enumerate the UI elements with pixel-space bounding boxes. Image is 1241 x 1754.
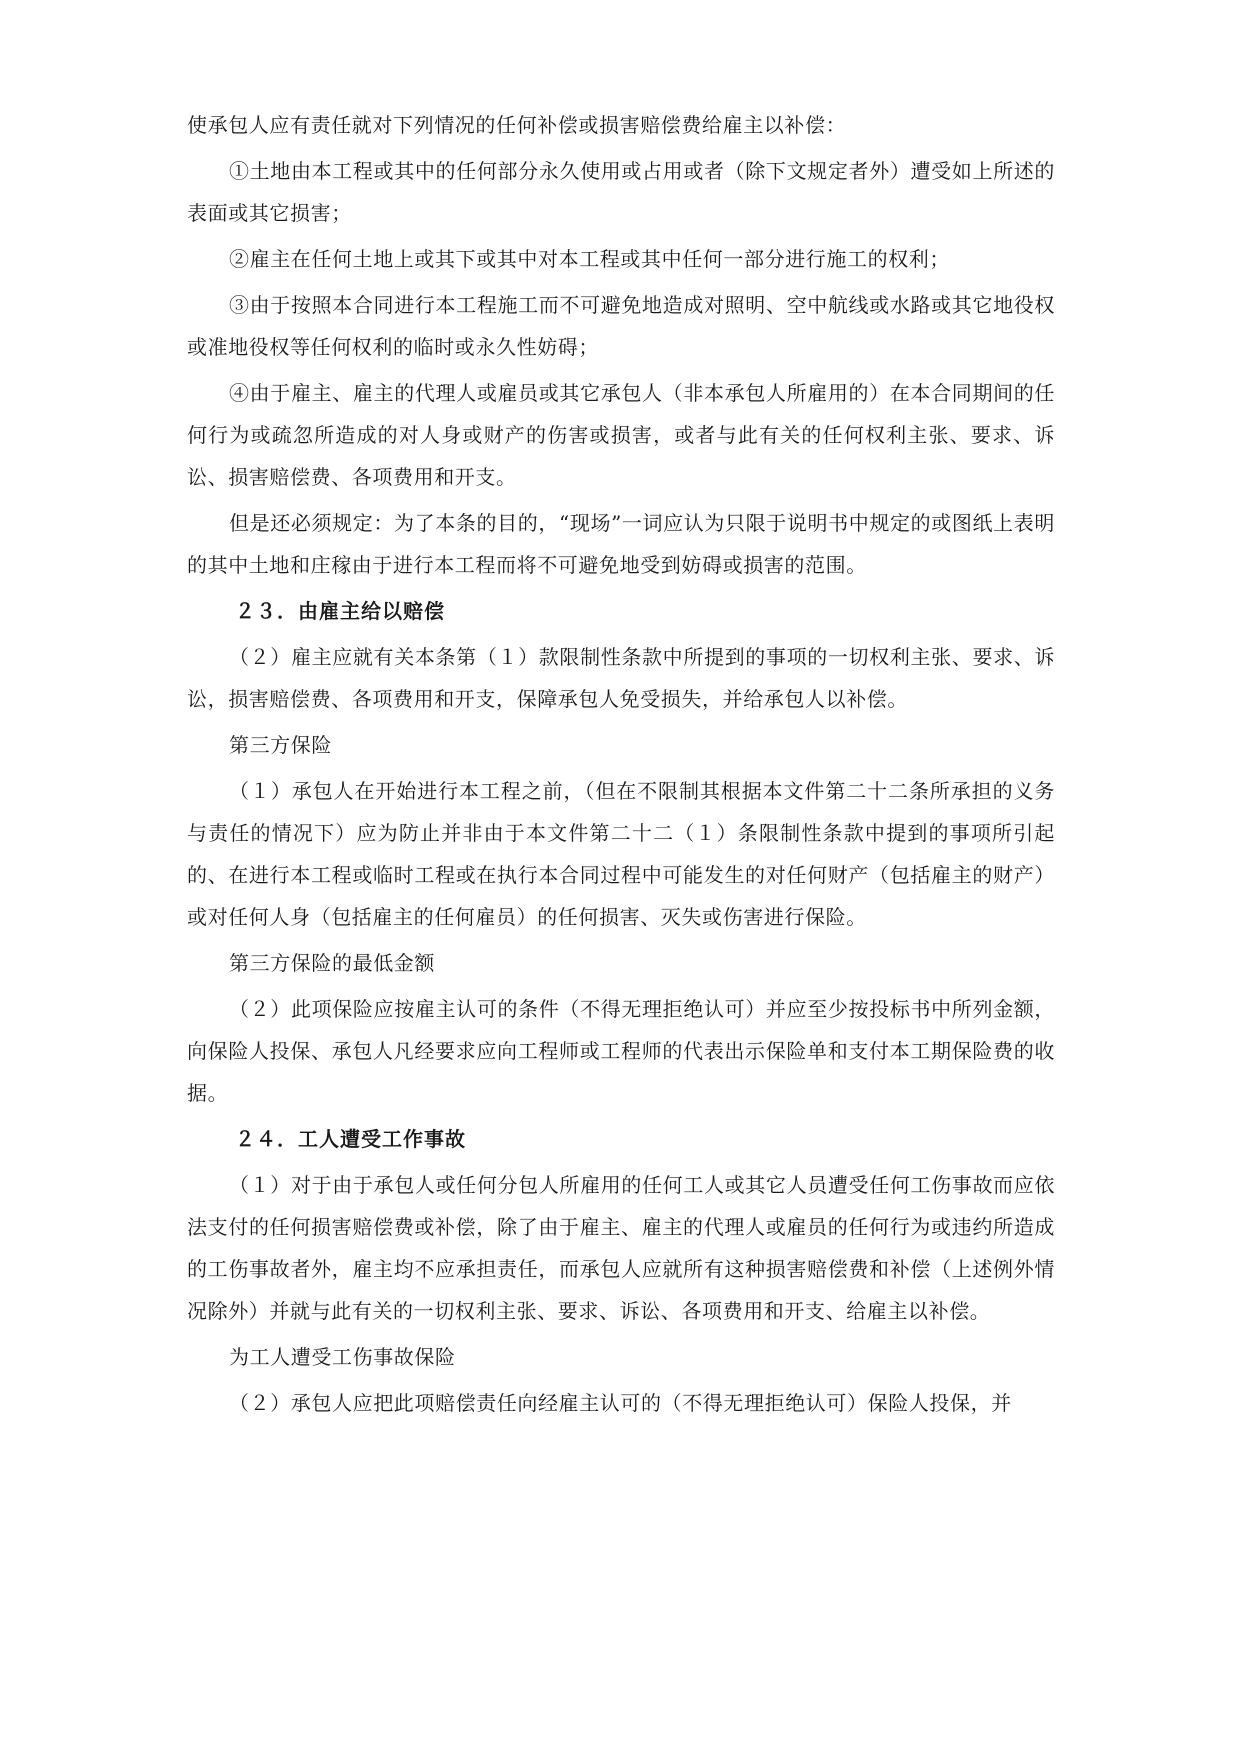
section-heading-24: ２４．工人遭受工作事故	[235, 1127, 466, 1151]
subheading-worker-insurance: 为工人遭受工伤事故保险	[229, 1345, 456, 1369]
paragraph-third-party-2: （２）此项保险应按雇主认可的条件（不得无理拒绝认可）并应至少按投标书中所列金额，向保险人投保、承包人凡经要求应向工程师或工程师的代表出示保险单和支付本工期保险费的收据。	[187, 997, 1055, 1105]
paragraph-item-2: ②雇主在任何土地上或其下或其中对本工程或其中任何一部分进行施工的权利；	[229, 247, 950, 271]
paragraph-item-1: ①土地由本工程或其中的任何部分永久使用或占用或者（除下文规定者外）遭受如上所述的表面或其它损害；	[187, 159, 1055, 225]
paragraph-item-3: ③由于按照本合同进行本工程施工而不可避免地造成对照明、空中航线或水路或其它地役权或准地役权等任何权利的临时或永久性妨碍；	[187, 293, 1055, 359]
paragraph-third-party-1: （１）承包人在开始进行本工程之前，（但在不限制其根据本文件第二十二条所承担的义务与责任的情况下）应为防止并非由于本文件第二十二（１）条限制性条款中提到的事项所引起的、在进行本工程或临时工程或在执行本合同过程中可能发生的对任何财产（包括雇主的财产）或对任何人身（包括雇主的任何雇员）的任何损害、灭失或伤害进行保险。	[187, 779, 1055, 929]
subheading-minimum-amount: 第三方保险的最低金额	[229, 951, 435, 975]
paragraph-item-4: ④由于雇主、雇主的代理人或雇员或其它承包人（非本承包人所雇用的）在本合同期间的任何行为或疏忽所造成的对人身或财产的伤害或损害，或者与此有关的任何权利主张、要求、诉讼、损害赔偿费、各项费用和开支。	[187, 381, 1055, 489]
section-heading-23: ２３．由雇主给以赔偿	[235, 599, 445, 623]
paragraph-proviso: 但是还必须规定：为了本条的目的，“现场”一词应认为只限于说明书中规定的或图纸上表明的其中土地和庄稼由于进行本工程而将不可避免地受到妨碍或损害的范围。	[187, 511, 1055, 577]
paragraph-24-2: （２）承包人应把此项赔偿责任向经雇主认可的（不得无理拒绝认可）保险人投保，并	[229, 1391, 1012, 1415]
subheading-third-party-insurance: 第三方保险	[229, 733, 332, 757]
paragraph-intro: 使承包人应有责任就对下列情况的任何补偿或损害赔偿费给雇主以补偿：	[187, 113, 847, 137]
paragraph-23-2: （２）雇主应就有关本条第（１）款限制性条款中所提到的事项的一切权利主张、要求、诉讼，损害赔偿费、各项费用和开支，保障承包人免受损失，并给承包人以补偿。	[187, 645, 1055, 711]
paragraph-24-1: （１）对于由于承包人或任何分包人所雇用的任何工人或其它人员遭受任何工伤事故而应依法支付的任何损害赔偿费或补偿，除了由于雇主、雇主的代理人或雇员的任何行为或违约所造成的工伤事故者外，雇主均不应承担责任，而承包人应就所有这种损害赔偿费和补偿（上述例外情况除外）并就与此有关的一切权利主张、要求、诉讼、各项费用和开支、给雇主以补偿。	[187, 1173, 1055, 1323]
document-page	[187, 104, 1055, 1428]
